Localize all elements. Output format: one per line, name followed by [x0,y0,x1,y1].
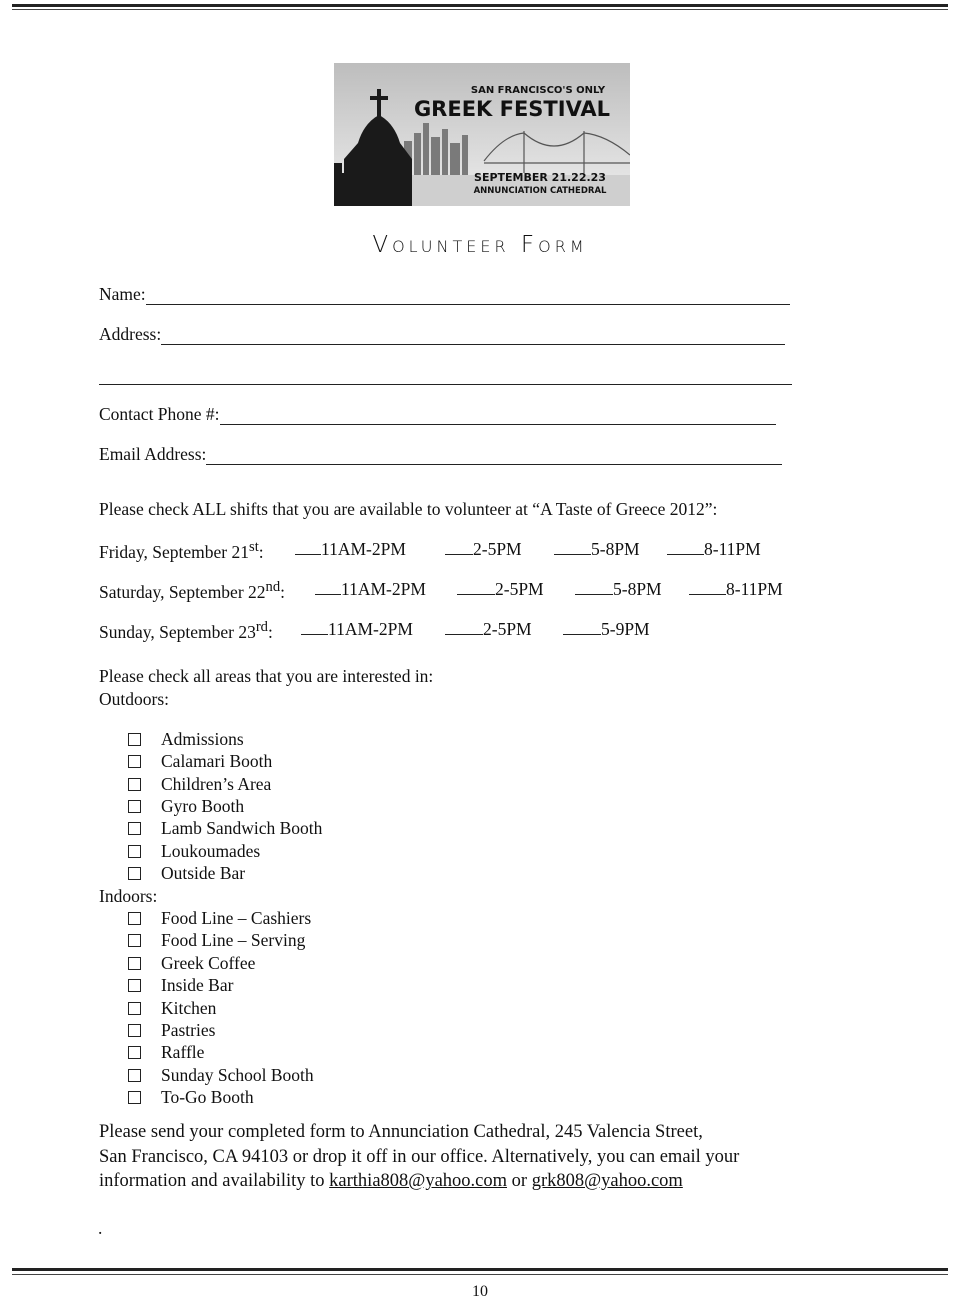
address-line[interactable] [161,326,785,345]
shift-blank[interactable] [689,580,726,595]
logo-line-3: SEPTEMBER 21.22.23 [474,171,606,184]
closing-line-1: Please send your completed form to Annunciation Cathedral, 245 Valencia Street, [99,1122,703,1142]
shift-option[interactable] [689,579,783,600]
checkbox-label: Admissions [161,729,244,749]
phone-label: Contact Phone #: [99,404,220,424]
checkbox-loukoumades[interactable] [128,841,260,862]
checkbox-label: Gyro Booth [161,796,245,816]
logo-line-2: GREEK FESTIVAL [413,97,611,121]
checkbox-calamari-booth[interactable] [128,751,272,772]
checkbox[interactable] [128,1091,141,1104]
checkbox-to-go-booth[interactable] [128,1087,254,1108]
email-link-grk[interactable]: grk808@yahoo.com [531,1171,683,1191]
address-field[interactable] [99,324,785,345]
checkbox-label: Pastries [161,1020,216,1040]
logo-line-1: SAN FRANCISCO'S ONLY [470,85,606,96]
shift-label: 2-5PM [483,619,532,639]
day-sup: rd [255,619,268,635]
address-line-2[interactable] [99,384,792,385]
top-rule [12,4,948,7]
checkbox-label: Loukoumades [161,841,261,861]
email-field[interactable] [99,444,782,465]
shift-option[interactable] [301,619,413,640]
checkbox-outside-bar[interactable] [128,863,245,884]
checkbox[interactable] [128,800,141,813]
checkbox-gyro-booth[interactable] [128,796,244,817]
closing-line-3 [99,1169,739,1194]
checkbox-food-line-cashiers[interactable] [128,908,311,929]
greek-festival-logo [334,63,630,206]
day-sup: nd [265,579,281,595]
name-label: Name: [99,284,146,304]
checkbox-lamb-sandwich-booth[interactable] [128,818,322,839]
checkbox-label: Greek Coffee [161,953,256,973]
checkbox-label: To-Go Booth [161,1087,254,1107]
shift-blank[interactable] [554,540,591,555]
checkbox-label: Children’s Area [161,774,272,794]
shift-option[interactable] [575,579,662,600]
email-label: Email Address: [99,444,207,464]
bottom-rule-thin [12,1274,948,1275]
name-field[interactable] [99,284,790,305]
email-link-karthia[interactable]: karthia808@yahoo.com [329,1171,508,1191]
checkbox-food-line-serving[interactable] [128,930,305,951]
checkbox[interactable] [128,1069,141,1082]
checkbox[interactable] [128,1046,141,1059]
logo-line-4: ANNUNCIATION CATHEDRAL [473,186,607,196]
shift-label: 11AM-2PM [321,539,406,559]
address-label: Address: [99,324,162,344]
day-suffix: : [280,581,285,602]
closing-line-3-mid: or [507,1171,532,1191]
shift-blank[interactable] [301,620,328,635]
shift-option[interactable] [445,539,522,560]
shift-label: 2-5PM [495,579,544,599]
shift-row-friday [99,539,859,563]
checkbox[interactable] [128,755,141,768]
page-number: 10 [472,1283,488,1300]
outdoors-heading: Outdoors: [99,689,169,709]
checkbox-label: Inside Bar [161,975,234,995]
closing-line-2: San Francisco, CA 94103 or drop it off in our office. Alternatively, you can email your [99,1146,740,1167]
checkbox-label: Raffle [161,1042,205,1062]
checkbox-sunday-school-booth[interactable] [128,1065,314,1086]
day-label: Friday, September 21 [99,541,250,562]
phone-line[interactable] [220,406,776,425]
checkbox-label: Outside Bar [161,863,246,883]
phone-field[interactable] [99,404,776,425]
day-suffix: : [258,541,264,562]
areas-intro: Please check all areas that you are interested in: [99,666,434,686]
checkbox[interactable] [128,1002,141,1015]
checkbox-raffle[interactable] [128,1042,204,1063]
checkbox-label: Calamari Booth [161,751,273,771]
shift-row-sunday [99,619,859,643]
checkbox-label: Food Line – Serving [161,930,306,950]
checkbox[interactable] [128,912,141,925]
day-label: Sunday, September 23 [99,621,256,642]
checkbox-admissions[interactable] [128,729,244,750]
shift-blank[interactable] [445,540,473,555]
indoors-heading: Indoors: [99,886,158,906]
day-sup: st [249,539,259,555]
shift-option[interactable] [445,619,532,640]
checkbox[interactable] [128,957,141,970]
closing-instructions [99,1120,739,1194]
shift-label: 11AM-2PM [341,579,426,599]
checkbox-label: Lamb Sandwich Booth [161,818,323,838]
shift-row-saturday [99,579,859,603]
shift-label: 5-8PM [591,539,640,559]
shifts-intro: Please check ALL shifts that you are available to volunteer at “A Taste of Greece 2012”: [99,499,718,519]
checkbox[interactable] [128,822,141,835]
checkbox[interactable] [128,733,141,746]
shift-option[interactable] [457,579,544,600]
checkbox-pastries[interactable] [128,1020,215,1041]
closing-line-3-prefix: information and availability to [99,1171,330,1191]
shift-option[interactable] [315,579,426,600]
shift-label: 11AM-2PM [328,619,413,639]
day-label: Saturday, September 22 [99,581,266,602]
shift-label: 5-9PM [601,619,650,639]
shift-label: 2-5PM [473,539,522,559]
shift-blank[interactable] [445,620,483,635]
shift-option[interactable] [295,539,406,560]
shift-blank[interactable] [563,620,601,635]
checkbox[interactable] [128,1024,141,1037]
form-title: Volunteer Form [372,232,588,258]
checkbox[interactable] [128,867,141,880]
checkbox-childrens-area[interactable] [128,774,271,795]
checkbox-kitchen[interactable] [128,998,216,1019]
shift-label: 8-11PM [726,579,783,599]
shift-blank[interactable] [667,540,704,555]
checkbox-label: Food Line – Cashiers [161,908,312,928]
shift-option[interactable] [554,539,640,560]
checkbox-label: Sunday School Booth [161,1065,314,1085]
name-line[interactable] [146,286,790,305]
checkbox-greek-coffee[interactable] [128,953,255,974]
bottom-rule [12,1268,948,1271]
checkbox[interactable] [128,845,141,858]
shift-blank[interactable] [457,580,495,595]
checkbox[interactable] [128,979,141,992]
day-suffix: : [267,621,273,642]
shift-blank[interactable] [575,580,613,595]
email-line[interactable] [206,446,782,465]
shift-label: 5-8PM [613,579,662,599]
checkbox[interactable] [128,778,141,791]
shift-blank[interactable] [295,540,321,555]
checkbox-inside-bar[interactable] [128,975,233,996]
trailing-dot: . [98,1218,103,1238]
shift-option[interactable] [667,539,761,560]
checkbox-label: Kitchen [161,998,217,1018]
shift-blank[interactable] [315,580,341,595]
top-rule-thin [12,9,948,10]
checkbox[interactable] [128,934,141,947]
shift-option[interactable] [563,619,650,640]
shift-label: 8-11PM [704,539,761,559]
